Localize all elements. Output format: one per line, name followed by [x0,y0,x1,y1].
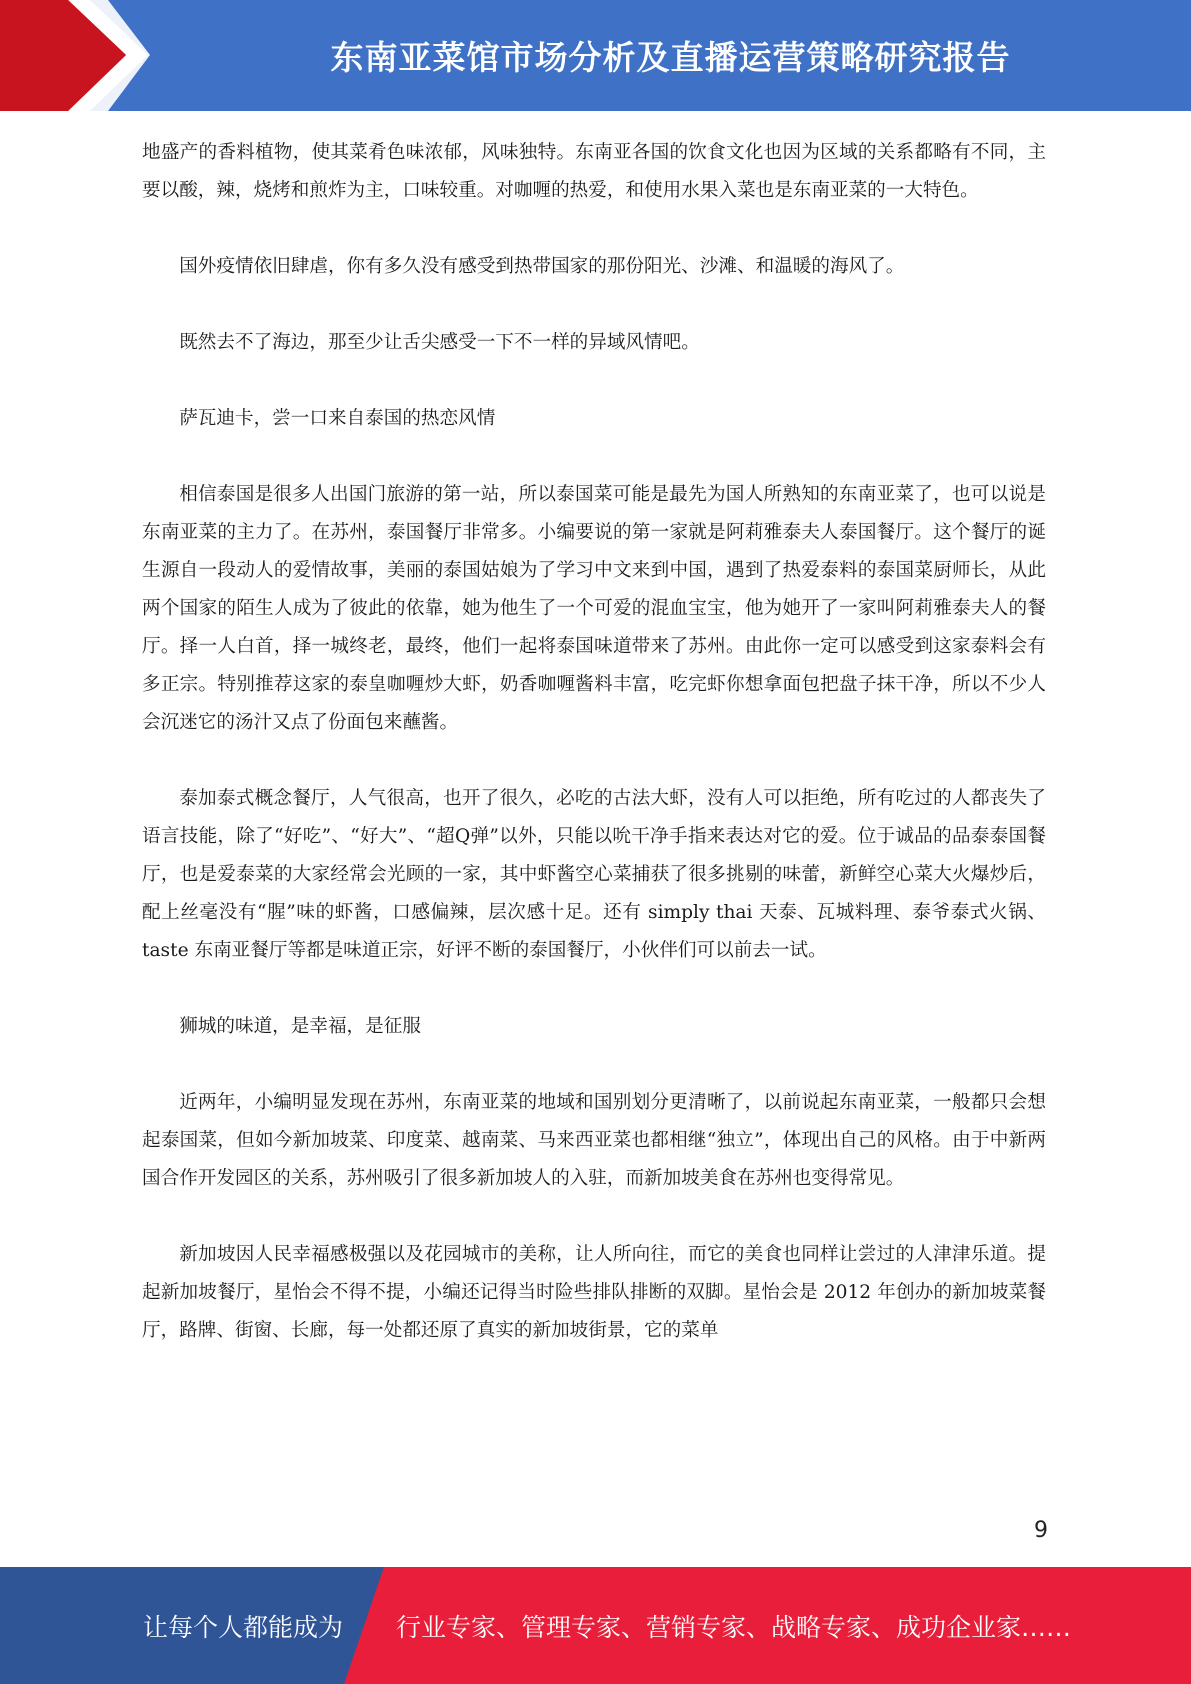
page-number: 9 [1034,1518,1048,1543]
body-paragraph: 既然去不了海边，那至少让舌尖感受一下不一样的异域风情吧。 [179,332,700,353]
body-paragraph: 地盛产的香料植物，使其菜肴色味浓郁，风味独特。东南亚各国的饮食文化也因为区域的关系都略有不同，主要以酸，辣，烧烤和煎炸为主，口味较重。对咖喱的热爱，和使用水果入菜也是东南亚菜的一大特色。 [142,142,1046,201]
section-heading: 萨瓦迪卡，尝一口来自泰国的热恋风情 [179,408,496,429]
body-paragraph: 泰加泰式概念餐厅，人气很高，也开了很久，必吃的古法大虾，没有人可以拒绝，所有吃过的人都丧失了语言技能，除了“好吃”、“好大”、“超Q弹”以外，只能以吮干净手指来表达对它的爱。位于诚品的品泰泰国餐厅，也是爱泰菜的大家经常会光顾的一家，其中虾酱空心菜捕获了很多挑剔的味蕾，新鲜空心菜大火爆炒后，配上丝毫没有“腥”味的虾酱，口感偏辣，层次感十足。还有 simply thai 天泰、瓦城料理、泰爷泰式火锅、taste 东南亚餐厅等都是味道正宗，好评不断的泰国餐厅，小伙伴们可以前去一试。 [142,788,1046,961]
body-paragraph: 相信泰国是很多人出国门旅游的第一站，所以泰国菜可能是最先为国人所熟知的东南亚菜了，也可以说是东南亚菜的主力了。在苏州，泰国餐厅非常多。小编要说的第一家就是阿莉雅泰夫人泰国餐厅。这个餐厅的诞生源自一段动人的爱情故事，美丽的泰国姑娘为了学习中文来到中国，遇到了热爱泰料的泰国菜厨师长，从此两个国家的陌生人成为了彼此的依靠，她为他生了一个可爱的混血宝宝，他为她开了一家叫阿莉雅泰夫人的餐厅。择一人白首，择一城终老，最终，他们一起将泰国味道带来了苏州。由此你一定可以感受到这家泰料会有多正宗。特别推荐这家的泰皇咖喱炒大虾，奶香咖喱酱料丰富，吃完虾你想拿面包把盘子抹干净，所以不少人会沉迷它的汤汁又点了份面包来蘸酱。 [142,484,1046,733]
document-body [142,134,1046,1388]
body-paragraph: 新加坡因人民幸福感极强以及花园城市的美称，让人所向往，而它的美食也同样让尝过的人津津乐道。提起新加坡餐厅，星怡会不得不提，小编还记得当时险些排队排断的双脚。星怡会是 2012 年创办的新加坡菜餐厅，路牌、街窗、长廊，每一处都还原了真实的新加坡街景，它的菜单 [142,1244,1046,1341]
footer-slogan-right: 行业专家、管理专家、营销专家、战略专家、成功企业家…… [396,1612,1072,1642]
footer-slogan-left: 让每个人都能成为 [143,1612,344,1642]
header-title: 东南亚菜馆市场分析及直播运营策略研究报告 [330,38,1011,77]
body-paragraph: 国外疫情依旧肆虐，你有多久没有感受到热带国家的那份阳光、沙滩、和温暖的海风了。 [179,256,905,277]
page-footer [0,1567,1191,1684]
section-heading: 狮城的味道，是幸福，是征服 [179,1016,421,1037]
page-header [0,0,1191,111]
body-paragraph: 近两年，小编明显发现在苏州，东南亚菜的地域和国别划分更清晰了，以前说起东南亚菜，一般都只会想起泰国菜，但如今新加坡菜、印度菜、越南菜、马来西亚菜也都相继“独立”，体现出自己的风格。由于中新两国合作开发园区的关系，苏州吸引了很多新加坡人的入驻，而新加坡美食在苏州也变得常见。 [142,1092,1046,1189]
